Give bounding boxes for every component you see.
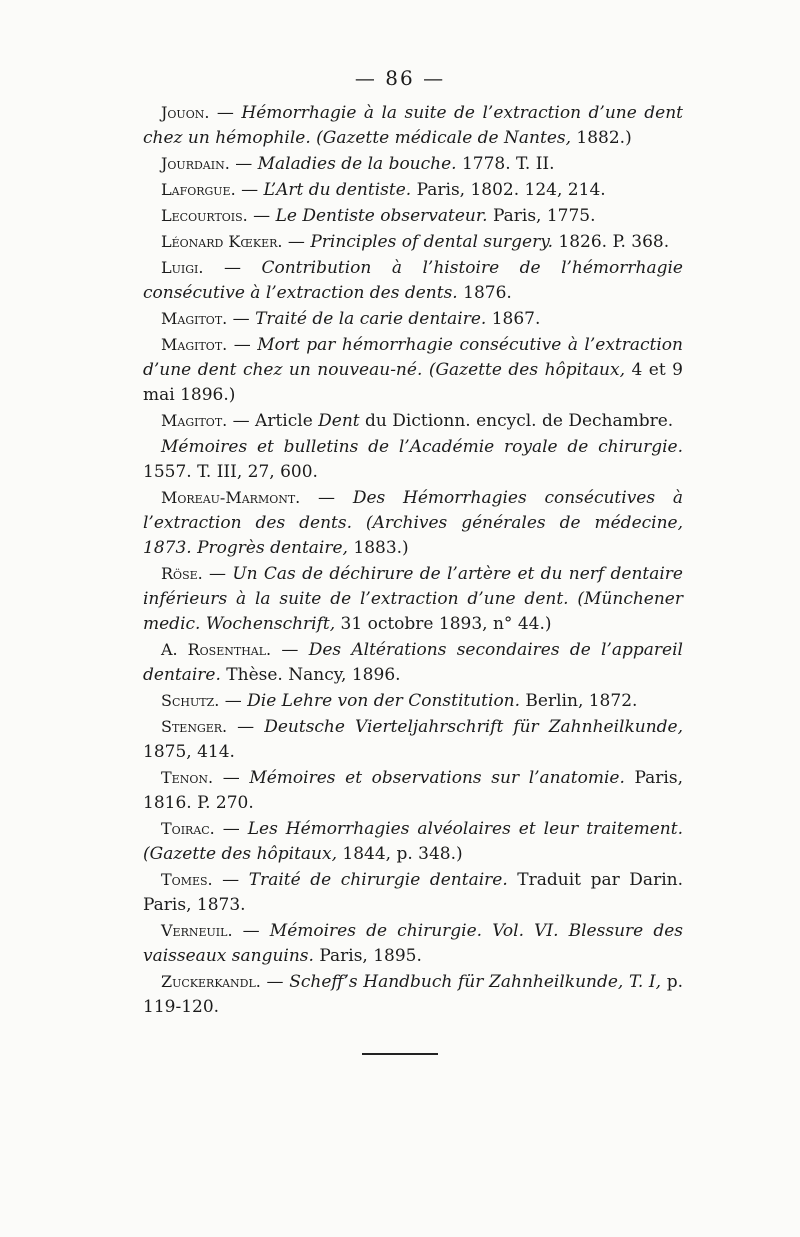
bibliography-entry (143, 306, 683, 332)
bibliography-entry (143, 637, 683, 688)
entry-separator: — (219, 691, 248, 711)
entry-author: Magitot. (161, 335, 228, 354)
entry-title: Mémoires de chirurgie. Vol. VI. Blessure des vaisseaux sanguins. (143, 921, 684, 966)
entry-author: Magitot. (161, 411, 228, 430)
entry-title: L’Art du dentiste. (263, 180, 412, 200)
bibliography-list (143, 100, 683, 1020)
entry-details: 1844, p. 348.) (336, 844, 463, 864)
bibliography-entry (143, 332, 683, 408)
entry-title: Des Hémorrhagies consécutives à l’extraction des dents. (Archives générales de médecine, 1873. Progrès dentaire, (143, 488, 683, 558)
entry-details: 1557. T. III, 27, 600. (143, 462, 318, 482)
bibliography-entry (143, 177, 683, 203)
entry-details: 1882.) (571, 128, 632, 148)
entry-author: Moreau-Marmont. (161, 488, 301, 507)
entry-author: Schutz. (161, 691, 220, 710)
entry-title: Dent (318, 411, 360, 431)
entry-details: 4 et 9 mai 1896.) (143, 360, 683, 405)
bibliography-entry (143, 229, 683, 255)
entry-details: 1778. T. II. (456, 154, 555, 174)
entry-separator: — (227, 309, 256, 329)
entry-details: Paris, 1895. (313, 946, 422, 966)
entry-separator: — (213, 768, 250, 788)
entry-details: Thèse. Nancy, 1896. (220, 665, 401, 685)
bibliography-entry (143, 485, 683, 561)
bibliography-entry (143, 434, 683, 485)
entry-separator: — Article (227, 411, 319, 431)
entry-separator: — (203, 258, 262, 278)
bibliography-entry (143, 203, 683, 229)
bibliography-entry (143, 100, 683, 151)
entry-author: Jourdain. (161, 154, 230, 173)
entry-title: Les Hémorrhagies alvéolaires et leur traitement. (Gazette des hôpitaux, (143, 819, 683, 864)
bibliography-entry (143, 816, 683, 867)
entry-author: Léonard Kœker. (161, 232, 283, 251)
entry-separator: — (212, 870, 249, 890)
entry-separator: — (209, 103, 242, 123)
entry-details: Paris, 1775. (487, 206, 596, 226)
entry-separator: — (247, 206, 276, 226)
entry-title: Traité de la carie dentaire. (255, 309, 487, 329)
bibliography-entry (143, 151, 683, 177)
entry-author: Zuckerkandl. (161, 972, 261, 991)
entry-author: Röse. (161, 564, 203, 583)
entry-title: Hémorrhagie à la suite de l’extraction d’une dent chez un hémophile. (Gazette médicale de Nantes, (143, 103, 683, 148)
entry-details: p. 119-120. (143, 972, 683, 1017)
page-number: — 86 — (354, 66, 446, 90)
entry-separator: — (282, 232, 311, 252)
entry-title: Deutsche Vierteljahrschrift für Zahnheilkunde, (264, 717, 683, 737)
bibliography-entry (143, 918, 683, 969)
bibliography-entry (143, 867, 683, 918)
bibliography-entry (143, 714, 683, 765)
entry-author: Jouon. (161, 103, 210, 122)
entry-details: 1875, 414. (143, 742, 235, 762)
entry-details: Paris, 1816. P. 270. (143, 768, 683, 813)
entry-title: Des Altérations secondaires de l’appareil dentaire. (143, 640, 683, 685)
entry-title: Mort par hémorrhagie consécutive à l’extraction d’une dent chez un nouveau-né. (Gazette des hôpitaux, (143, 335, 683, 380)
entry-title: Scheff’s Handbuch für Zahnheilkunde, T. I, (289, 972, 662, 992)
entry-author: Magitot. (161, 309, 228, 328)
entry-title: Contribution à l’histoire de l’hémorrhagie consécutive à l’extraction des dents. (143, 258, 683, 303)
entry-author: Lecourtois. (161, 206, 248, 225)
bibliography-entry (143, 765, 683, 816)
entry-author: Tenon. (161, 768, 214, 787)
entry-title: Maladies de la bouche. (257, 154, 457, 174)
entry-author: Stenger. (161, 717, 228, 736)
entry-title: Die Lehre von der Constitution. (247, 691, 521, 711)
entry-details: Paris, 1802. 124, 214. (411, 180, 606, 200)
entry-separator: — (235, 180, 264, 200)
entry-title: Un Cas de déchirure de l’artère et du nerf dentaire inférieurs à la suite de l’extraction d’une dent. (Münchener medic. Wochenschrift, (143, 564, 683, 634)
entry-details: 1883.) (347, 538, 409, 558)
entry-title: Principles of dental surgery. (310, 232, 553, 252)
bibliography-entry (143, 408, 683, 434)
entry-author: Luigi. (161, 258, 204, 277)
end-rule (362, 1053, 438, 1055)
entry-separator: — (214, 819, 248, 839)
entry-title: Mémoires et bulletins de l’Académie royale de chirurgie. (161, 437, 683, 457)
bibliography-entry (143, 688, 683, 714)
entry-author: Tomes. (161, 870, 213, 889)
entry-title: Le Dentiste observateur. (275, 206, 488, 226)
entry-separator: — (260, 972, 290, 992)
entry-details: Berlin, 1872. (520, 691, 638, 711)
entry-details: 1876. (457, 283, 512, 303)
entry-author: Laforgue. (161, 180, 236, 199)
entry-details: 1867. (486, 309, 541, 329)
entry-details: 1826. P. 368. (553, 232, 670, 252)
entry-separator: — (300, 488, 353, 508)
entry-title: Mémoires et observations sur l’anatomie. (249, 768, 625, 788)
entry-separator: — (227, 335, 258, 355)
entry-separator: — (227, 717, 265, 737)
entry-separator: — (232, 921, 270, 941)
bibliography-entry (143, 969, 683, 1020)
entry-author: Verneuil. (161, 921, 233, 940)
entry-details: du Dictionn. encycl. de Dechambre. (359, 411, 674, 431)
entry-separator: — (202, 564, 233, 584)
entry-title: Traité de chirurgie dentaire. (248, 870, 508, 890)
entry-details: Traduit par Darin. Paris, 1873. (143, 870, 683, 915)
bibliography-entry (143, 255, 683, 306)
entry-author: A. Rosenthal. (161, 640, 272, 659)
entry-details: 31 octobre 1893, n° 44.) (335, 614, 552, 634)
entry-separator: — (229, 154, 258, 174)
bibliography-entry (143, 561, 683, 637)
entry-author: Toirac. (161, 819, 215, 838)
entry-separator: — (271, 640, 309, 660)
